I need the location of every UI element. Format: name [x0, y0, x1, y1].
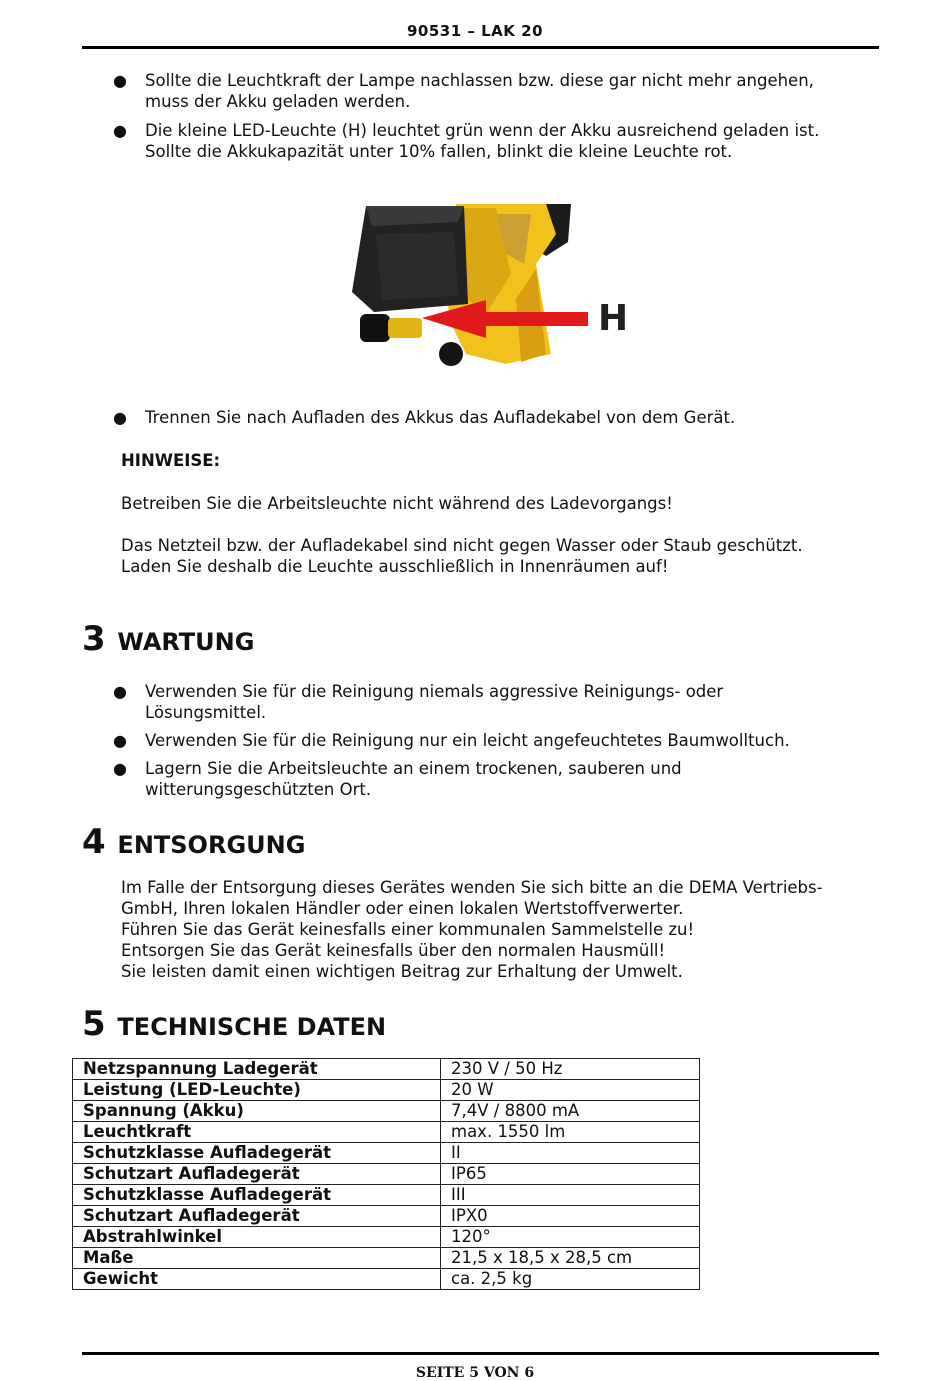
bullet-icon: ●	[113, 121, 127, 140]
spec-label: Schutzart Aufladegerät	[73, 1206, 441, 1227]
section-title: TECHNISCHE DATEN	[117, 1013, 387, 1041]
section-title: ENTSORGUNG	[117, 831, 306, 859]
callout-label: H	[598, 298, 629, 339]
bullet-text: Verwenden Sie für die Reinigung nur ein leicht angefeuchtetes Baumwolltuch.	[145, 731, 790, 750]
spec-value: III	[441, 1185, 700, 1206]
bullet-icon: ●	[113, 731, 127, 750]
table-row	[73, 1269, 700, 1290]
spec-value: 120°	[441, 1227, 700, 1248]
table-row	[73, 1122, 700, 1143]
table-row	[73, 1227, 700, 1248]
bullet-text: Trennen Sie nach Aufladen des Akkus das Aufladekabel von dem Gerät.	[145, 408, 736, 427]
section-number: 3	[82, 619, 106, 659]
spec-label: Schutzart Aufladegerät	[73, 1164, 441, 1185]
spec-value: ca. 2,5 kg	[441, 1269, 700, 1290]
spec-label: Leistung (LED-Leuchte)	[73, 1080, 441, 1101]
disposal-paragraph: Im Falle der Entsorgung dieses Gerätes wenden Sie sich bitte an die DEMA Vertriebs- GmbH, Ihren lokalen Händler oder einen lokalen Wertstoffverwerter. Führen Sie das Gerät keinesfalls einer kommunalen Sammelstelle zu! Entsorgen Sie das Gerät keinesfalls über den normalen Hausmüll! Sie leisten damit einen wichtigen Beitrag zur Erhaltung der Umwelt.	[121, 878, 823, 981]
table-row	[73, 1101, 700, 1122]
spec-label: Netzspannung Ladegerät	[73, 1059, 441, 1080]
table-row	[73, 1080, 700, 1101]
bullet-text: Sollte die Leuchtkraft der Lampe nachlassen bzw. diese gar nicht mehr angehen, muss der Akku geladen werden.	[145, 71, 814, 111]
spec-value: IP65	[441, 1164, 700, 1185]
spec-value: IPX0	[441, 1206, 700, 1227]
note-paragraph: Das Netzteil bzw. der Aufladekabel sind nicht gegen Wasser oder Staub geschützt. Laden Sie deshalb die Leuchte ausschließlich in Innenräumen auf!	[121, 536, 803, 576]
section-number: 4	[82, 822, 106, 862]
spec-label: Spannung (Akku)	[73, 1101, 441, 1122]
bullet-text: Lagern Sie die Arbeitsleuchte an einem trockenen, sauberen und witterungsgeschützten Ort.	[145, 759, 682, 799]
spec-label: Gewicht	[73, 1269, 441, 1290]
bullet-icon: ●	[113, 71, 127, 90]
spec-value: 21,5 x 18,5 x 28,5 cm	[441, 1248, 700, 1269]
note-paragraph: Betreiben Sie die Arbeitsleuchte nicht während des Ladevorgangs!	[121, 494, 673, 513]
specs-table	[72, 1058, 700, 1290]
bullet-icon: ●	[113, 408, 127, 427]
spec-label: Schutzklasse Aufladegerät	[73, 1143, 441, 1164]
spec-label: Abstrahlwinkel	[73, 1227, 441, 1248]
spec-value: 7,4V / 8800 mA	[441, 1101, 700, 1122]
table-row	[73, 1206, 700, 1227]
header-divider	[82, 46, 879, 49]
section-heading	[82, 1004, 386, 1044]
spec-value: 20 W	[441, 1080, 700, 1101]
bullet-text: Verwenden Sie für die Reinigung niemals aggressive Reinigungs- oder Lösungsmittel.	[145, 682, 724, 722]
footer-divider	[82, 1352, 879, 1355]
spec-label: Maße	[73, 1248, 441, 1269]
table-row	[73, 1143, 700, 1164]
document-header: 90531 – LAK 20	[406, 22, 544, 40]
bullet-icon: ●	[113, 682, 127, 701]
section-title: WARTUNG	[117, 628, 255, 656]
bullet-icon: ●	[113, 759, 127, 778]
spec-label: Leuchtkraft	[73, 1122, 441, 1143]
spec-value: II	[441, 1143, 700, 1164]
notes-heading: HINWEISE:	[121, 451, 221, 470]
table-row	[73, 1248, 700, 1269]
spec-value: max. 1550 lm	[441, 1122, 700, 1143]
table-row	[73, 1059, 700, 1080]
section-heading	[82, 619, 254, 659]
table-row	[73, 1185, 700, 1206]
spec-value: 230 V / 50 Hz	[441, 1059, 700, 1080]
spec-label: Schutzklasse Aufladegerät	[73, 1185, 441, 1206]
led-indicator-photo	[346, 204, 636, 366]
table-row	[73, 1164, 700, 1185]
section-number: 5	[82, 1004, 106, 1044]
section-heading	[82, 822, 305, 862]
page-number: SEITE 5 VON 6	[415, 1365, 535, 1381]
bullet-text: Die kleine LED-Leuchte (H) leuchtet grün wenn der Akku ausreichend geladen ist. Sollte die Akkukapazität unter 10% fallen, blinkt die kleine Leuchte rot.	[145, 121, 820, 161]
